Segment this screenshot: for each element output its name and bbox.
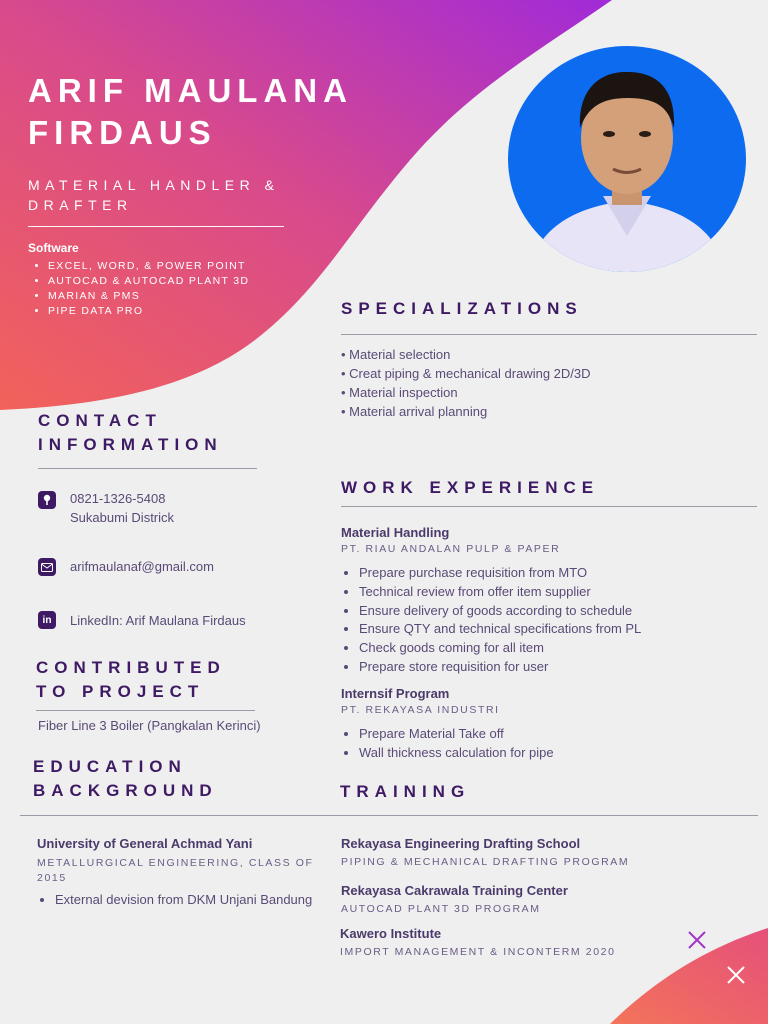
contact-heading-line2: INFORMATION — [38, 435, 223, 454]
training-entry — [341, 883, 751, 915]
specializations-divider — [341, 334, 757, 335]
training-program: IMPORT MANAGEMENT & INCONTERM 2020 — [340, 946, 616, 958]
close-icon — [726, 965, 746, 985]
job-company: PT. REKAYASA INDUSTRI — [341, 704, 500, 716]
education-heading-line2: BACKGROUND — [33, 781, 218, 800]
contact-location: Sukabumi Districk — [70, 510, 175, 525]
contact-email[interactable]: arifmaulanaf@gmail.com — [70, 559, 214, 574]
close-icon — [687, 930, 707, 950]
software-title: Software — [28, 241, 79, 255]
contact-phone: 0821-1326-5408 — [70, 491, 166, 506]
project-divider — [36, 710, 255, 711]
education-degree: METALLURGICAL ENGINEERING, CLASS OF 2015 — [37, 857, 314, 884]
bottom-divider — [20, 815, 758, 816]
contact-divider — [38, 468, 257, 469]
contact-heading — [38, 409, 223, 457]
project-heading — [36, 656, 226, 704]
training-org: Kawero Institute — [340, 926, 442, 941]
education-heading — [33, 755, 218, 803]
candidate-name: ARIF MAULANA FIRDAUS — [28, 72, 352, 151]
training-org: Rekayasa Engineering Drafting School — [341, 836, 581, 851]
job-entry — [341, 686, 761, 763]
education-note: • External devision from DKM Unjani Bandung — [55, 891, 329, 910]
education-notes — [37, 891, 329, 910]
education-entry — [37, 836, 329, 910]
contact-heading-line1: CONTACT — [38, 411, 162, 430]
job-role: Internsif Program — [341, 686, 450, 701]
contact-linkedin[interactable]: LinkedIn: Arif Maulana Firdaus — [70, 613, 246, 628]
training-program: AUTOCAD PLANT 3D PROGRAM — [341, 903, 541, 915]
profile-photo — [508, 46, 746, 272]
job-task: • Prepare Material Take off — [359, 725, 761, 744]
job-task: • Ensure QTY and technical specifications from PL — [359, 620, 761, 639]
project-heading-line2: TO PROJECT — [36, 682, 205, 701]
project-item: Fiber Line 3 Boiler (Pangkalan Kerinci) — [38, 718, 261, 733]
contact-phone-block — [70, 489, 174, 527]
job-company: PT. RIAU ANDALAN PULP & PAPER — [341, 543, 561, 555]
email-icon — [38, 558, 56, 576]
job-task: • Technical review from offer item supplier — [359, 583, 761, 602]
job-task: • Prepare store requisition for user — [359, 658, 761, 677]
specialization-item: • Creat piping & mechanical drawing 2D/3D — [341, 366, 591, 381]
education-school: University of General Achmad Yani — [37, 836, 253, 851]
header-divider — [28, 226, 284, 227]
specialization-item: • Material inspection — [341, 385, 458, 400]
job-entry — [341, 525, 761, 677]
specializations-heading: SPECIALIZATIONS — [341, 299, 583, 318]
phone-icon — [38, 491, 56, 509]
job-task: • Ensure delivery of goods according to schedule — [359, 602, 761, 621]
project-heading-line1: CONTRIBUTED — [36, 658, 226, 677]
software-item: • PIPE DATA PRO — [48, 304, 249, 319]
software-item: • EXCEL, WORD, & POWER POINT — [48, 259, 249, 274]
software-item: • AUTOCAD & AUTOCAD PLANT 3D — [48, 274, 249, 289]
work-heading: WORK EXPERIENCE — [341, 478, 600, 497]
education-heading-line1: EDUCATION — [33, 757, 187, 776]
job-task-list — [341, 564, 761, 677]
specialization-item: • Material selection — [341, 347, 451, 362]
job-task: • Check goods coming for all item — [359, 639, 761, 658]
job-task-list — [341, 725, 761, 763]
specializations-list — [341, 345, 591, 421]
job-role: Material Handling — [341, 525, 450, 540]
candidate-role: MATERIAL HANDLER & DRAFTER — [28, 177, 280, 213]
training-entry — [341, 836, 751, 868]
specialization-item: • Material arrival planning — [341, 404, 488, 419]
work-divider — [341, 506, 757, 507]
job-task: • Prepare purchase requisition from MTO — [359, 564, 761, 583]
software-list — [34, 259, 249, 319]
training-heading: TRAINING — [340, 782, 471, 801]
software-item: • MARIAN & PMS — [48, 289, 249, 304]
training-program: PIPING & MECHANICAL DRAFTING PROGRAM — [341, 856, 630, 868]
job-task: • Wall thickness calculation for pipe — [359, 744, 761, 763]
linkedin-icon: in — [38, 611, 56, 629]
training-org: Rekayasa Cakrawala Training Center — [341, 883, 568, 898]
